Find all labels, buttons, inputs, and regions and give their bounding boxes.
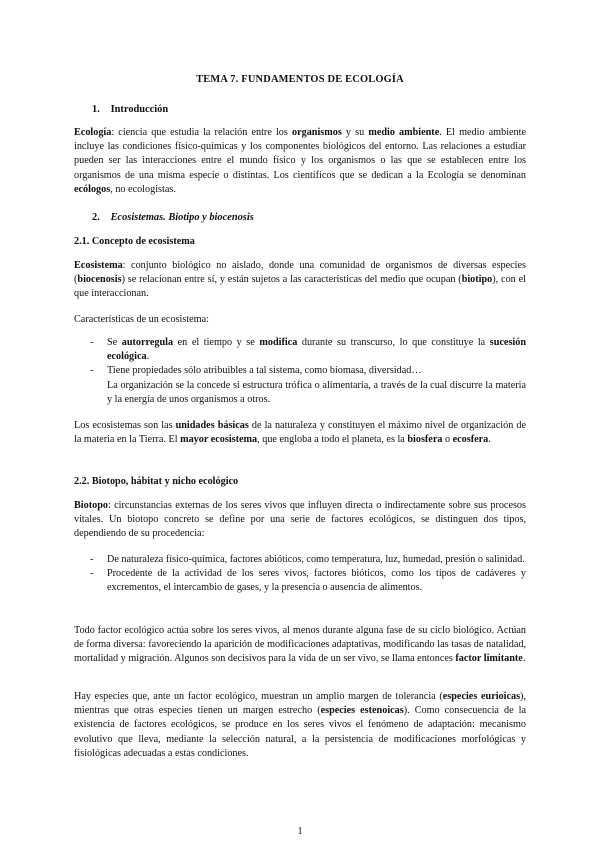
term-ecosfera: ecosfera [452,434,489,446]
list-item [74,567,526,595]
term-especies-estenoicas: especies estenoicas [320,705,404,717]
section-number: 2. [92,212,100,223]
term-biocenosis: biocenosis [77,274,122,286]
text-span: Hay especies que, ante un factor ecológico, muestran un amplio margen de tolerancia ( [74,691,443,702]
subsection-heading-2-1: 2.1. Concepto de ecosistema [74,236,195,247]
paragraph-especies [74,690,526,761]
term-ecologos: ecólogos [74,183,111,195]
term-organismos: organismos [291,127,342,138]
term-sucesion-ecologica: sucesión ecológica [107,337,527,363]
dash-bullet: - [90,568,94,580]
term-ecologia: Ecología [74,127,112,138]
text-span: ), con el que interaccionan. [74,274,526,300]
text-span: : conjunto biológico no aislado, donde una comunidad de organismos de diversas especies ( [74,260,526,286]
term-factor-limitante: factor limitante [455,653,523,665]
page-number: 1 [297,826,303,837]
paragraph-ecologia [74,126,526,197]
dash-bullet: - [90,365,94,377]
dash-bullet: - [90,337,94,348]
text-span: ) se relacionan entre sí, y están sujetos a las características del medio que ocupan ( [121,274,462,286]
term-biotopo: Biotopo [74,500,108,511]
term-modifica: modifica [259,337,298,348]
term-mayor-ecosistema: mayor ecosistema [180,434,258,446]
section-heading-ecosistemas [92,212,254,223]
section-heading-introduccion [92,104,168,115]
text-span: : circunstancias externas de los seres vivos que influyen directa o indirectamente sobre sus procesos vitales. Un biotopo concreto se define por una serie de factores ecológicos, se distinguen dos tipos, dependiendo de su procedencia: [74,500,526,540]
text-span: . El medio ambiente incluye las condiciones físico-químicas y los componentes biológicos del entorno. Las relaciones a estudiar pueden ser las interacciones entre el mundo físico y los organismos o las que se establecen entre los organismos de una misma especie o distintas. Los científicos que se dedican a la Ecología se denominan [74,127,527,181]
term-especies-eurioicas: especies eurioicas [442,691,521,702]
subsection-heading-2-2: 2.2. Biotopo, hábitat y nicho ecológico [74,476,239,487]
term-medio-ambiente: medio ambiente [368,127,440,138]
text-span: Se [107,337,122,348]
document-title: TEMA 7. FUNDAMENTOS DE ECOLOGÍA [196,74,404,85]
text-span: : ciencia que estudia la relación entre los [111,127,292,138]
section-label: Ecosistemas. Biotipo y biocenosis [110,212,254,223]
section-label: Introducción [110,104,169,115]
text-span: . [522,653,526,665]
paragraph-unidades-basicas [74,419,526,447]
paragraph-biotopo [74,499,526,542]
text-span: . [146,351,150,363]
list-item [74,553,526,567]
text-span: ), mientras que otras especies tienen un margen estrecho ( [74,691,526,717]
paragraph-factor-ecologico [74,624,526,667]
paragraph-ecosistema [74,259,526,302]
text-span: ). Como consecuencia de la existencia de factores ecológicos, se produce en los seres vivos el fenómeno de adaptación: mecanismo evolutivo que lleva, mediante la selección natural, a la persistencia de modificaciones morfológicas y fisiológicas adecuadas a estas condiciones. [74,705,526,759]
list-item-continuation [74,379,526,407]
list-item [74,336,526,364]
term-autorregula: autorregula [121,337,174,348]
dash-bullet: - [90,554,94,565]
text-span: o [442,434,453,446]
term-biotipo: biotipo [461,274,493,286]
text-span: durante su transcurso, lo que constituye la [297,337,490,348]
text-span: , no ecologistas. [110,183,176,195]
text-span: . [488,434,491,446]
text-span: Los ecosistemas son las [74,420,176,431]
text-span: , que engloba a todo el planeta, es la [257,434,408,446]
text-span: de la naturaleza y constituyen el máximo nivel de organización de la materia en la Tierra. El [74,420,526,446]
text-span: La organización se la concede si estructura trófica o alimentaria, a través de la cual discurre la materia y la energía de unos organismos a otros. [107,379,526,405]
text-span: Todo factor ecológico actúa sobre los seres vivos, al menos durante alguna fase de su ciclo biológico. Actúan de forma diversa: favoreciendo la aparición de modificaciones adaptativas, modificando las tasas de natalidad, mortalidad y migración. Algunos son decisivos para la vida de un ser vivo, se llama entonces [74,625,526,665]
section-number: 1. [92,104,100,115]
factor-types-list [74,553,526,596]
paragraph-caracteristicas: Características de un ecosistema: [74,314,209,325]
term-ecosistema: Ecosistema [74,260,123,271]
text-span: y su [341,127,369,138]
term-unidades-basicas: unidades básicas [175,420,249,431]
text-span: De naturaleza físico-química, factores abióticos, como temperatura, luz, humedad, presión o salinidad. [107,554,525,565]
text-span: Tiene propiedades sólo atribuibles a tal sistema, como biomasa, diversidad… [107,365,422,377]
term-biosfera: biosfera [407,434,443,446]
text-span: en el tiempo y se [173,337,260,348]
text-span: Procedente de la actividad de los seres vivos, factores bióticos, como los tipos de cadáveres y excrementos, el intercambio de gases, y la presencia o ausencia de alimentos. [107,568,526,594]
characteristics-list [74,336,526,407]
list-item [74,364,526,378]
